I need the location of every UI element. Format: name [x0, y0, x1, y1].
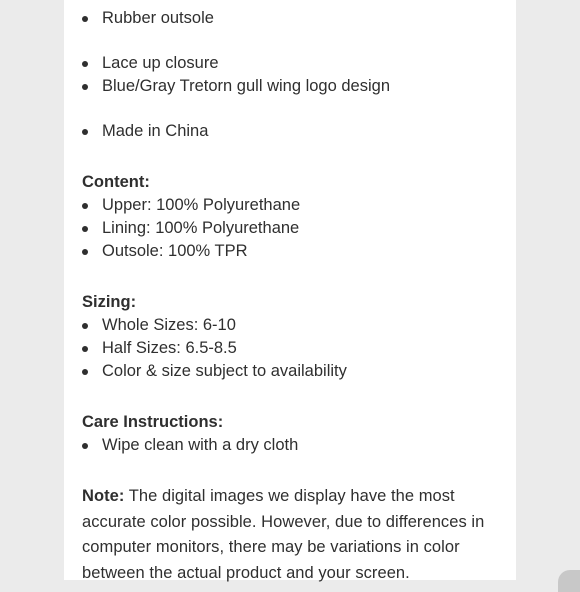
section-heading: Sizing:: [82, 293, 137, 311]
list-item: [82, 217, 540, 240]
list-item: [82, 337, 540, 360]
note-text: The digital images we display have the most accurate color possible. However, due to differences in computer monitors, there may be variations in color between the actual product and your screen.: [82, 487, 485, 582]
list-item: [82, 314, 540, 337]
bullet-icon: [82, 129, 88, 135]
bullet-icon: [82, 226, 88, 232]
item-text: Upper: 100% Polyurethane: [102, 196, 301, 214]
list-item: [82, 75, 540, 98]
sizing-section: [82, 291, 540, 383]
note-paragraph: [82, 484, 487, 586]
bullet-icon: [82, 84, 88, 90]
list-item: [82, 360, 540, 383]
list-item: [82, 120, 540, 143]
note-label: Note:: [82, 487, 125, 505]
list-item: [82, 52, 540, 75]
item-text: Half Sizes: 6.5-8.5: [102, 339, 237, 357]
bullet-icon: [82, 16, 88, 22]
feature-text: Blue/Gray Tretorn gull wing logo design: [102, 77, 390, 95]
care-section: [82, 411, 540, 457]
feature-list: [82, 7, 540, 30]
feature-text: Made in China: [102, 122, 209, 140]
section-heading: Care Instructions:: [82, 413, 224, 431]
feature-text: Lace up closure: [102, 54, 219, 72]
feature-list: [82, 52, 540, 98]
item-text: Lining: 100% Polyurethane: [102, 219, 300, 237]
feature-list: [82, 120, 540, 143]
feature-text: Rubber outsole: [102, 9, 214, 27]
bullet-icon: [82, 323, 88, 329]
list-item: [82, 240, 540, 263]
bullet-icon: [82, 369, 88, 375]
list-item: [82, 7, 540, 30]
content-section: [82, 171, 540, 263]
bullet-icon: [82, 443, 88, 449]
item-text: Wipe clean with a dry cloth: [102, 436, 299, 454]
list-item: [82, 194, 540, 217]
bullet-icon: [82, 346, 88, 352]
bullet-icon: [82, 249, 88, 255]
bullet-icon: [82, 61, 88, 67]
section-heading: Content:: [82, 173, 150, 191]
list-item: [82, 434, 540, 457]
item-text: Color & size subject to availability: [102, 362, 347, 380]
item-text: Outsole: 100% TPR: [102, 242, 248, 260]
bullet-icon: [82, 203, 88, 209]
scroll-corner: [558, 570, 580, 592]
item-text: Whole Sizes: 6-10: [102, 316, 236, 334]
